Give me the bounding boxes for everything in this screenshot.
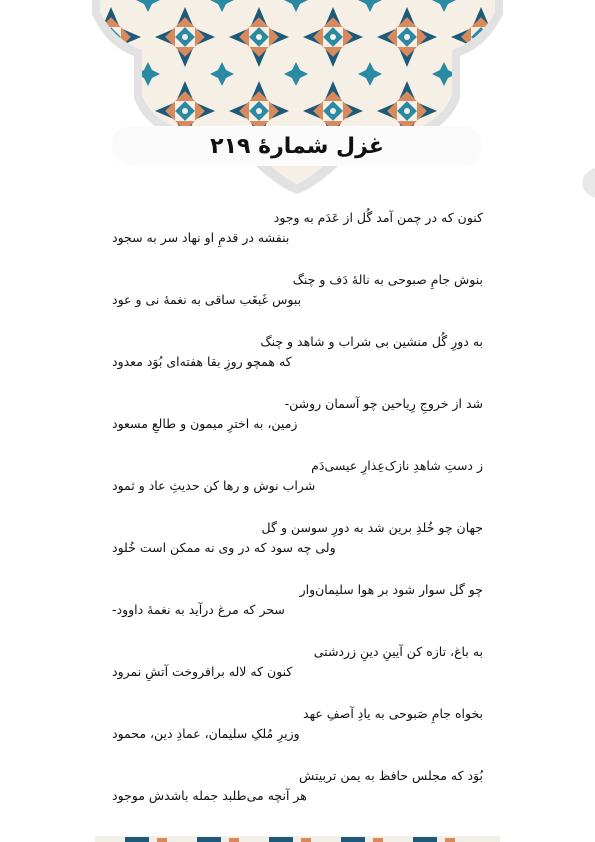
- hemistich-first: شد از خروجِ رِیاحین چو آسمان روشن-: [284, 396, 483, 411]
- hemistich-second: زمین، به اخترِ میمون و طالعِ مسعود: [112, 416, 298, 431]
- hemistich-first: به باغ، تازه کن آیینِ دینِ زردشتی: [313, 644, 483, 659]
- poem-body: [112, 208, 483, 828]
- hemistich-first: بُوَد که مجلس حافظ به یمن تربیتش: [299, 768, 483, 783]
- hemistich-first: به دورِ گُل منشین بی شراب و شاهد و چنگ: [260, 334, 483, 349]
- couplet: [112, 332, 483, 372]
- hemistich-second-line: [112, 290, 483, 310]
- hemistich-second: هر آنچه می‌طلبد جمله باشدش موجود: [112, 788, 307, 803]
- hemistich-second: وزیرِ مُلکِ سلیمان، عمادِ دین، محمود: [112, 726, 300, 741]
- couplet: [112, 580, 483, 620]
- hemistich-second-line: [112, 600, 483, 620]
- hemistich-second-line: [112, 724, 483, 744]
- hemistich-second-line: [112, 786, 483, 806]
- hemistich-first: جهان چو خُلدِ برین شد به دورِ سوسن و گل: [261, 520, 483, 535]
- hemistich-second-line: [112, 414, 483, 434]
- title-banner: [112, 126, 482, 166]
- hemistich-first: ز دستِ شاهدِ نازک‌عِذارِ عیسی‌دَم: [311, 458, 483, 473]
- hemistich-second-line: [112, 538, 483, 558]
- couplet: [112, 704, 483, 744]
- hemistich-second-line: [112, 476, 483, 496]
- hemistich-second: که همچو روزِ بقا هفته‌ای بُوَد معدود: [112, 354, 292, 369]
- hemistich-second: شراب نوش و رها کن حدیثِ عاد و ثمود: [112, 478, 316, 493]
- hemistich-second-line: [112, 352, 483, 372]
- header-tile-ornament: [0, 0, 595, 200]
- couplet: [112, 642, 483, 682]
- hemistich-second: ببوس غَبغَب ساقی به نغمهٔ نی و عود: [112, 292, 302, 307]
- hemistich-second: سحر که مرغ درآید به نغمهٔ داوود-: [112, 602, 285, 617]
- hemistich-first: کنون که در چمن آمد گُل از عَدَم به وجود: [273, 210, 483, 225]
- couplet: [112, 518, 483, 558]
- footer-tile-ornament: [95, 836, 500, 842]
- couplet: [112, 456, 483, 496]
- hemistich-second: کنون که لاله برافروخت آتشِ نمرود: [112, 664, 293, 679]
- hemistich-first: چو گل سوار شود بر هوا سلیمان‌وار: [299, 582, 483, 597]
- couplet: [112, 270, 483, 310]
- hemistich-second: ولی چه سود که در وی نه ممکن است خُلود: [112, 540, 336, 555]
- page-title: غزل شمارهٔ ۲۱۹: [210, 133, 384, 159]
- hemistich-first: بنوش جامِ صبوحی به نالهٔ دَف و چنگ: [292, 272, 483, 287]
- couplet: [112, 208, 483, 248]
- side-decoration: [581, 168, 595, 198]
- couplet: [112, 394, 483, 434]
- hemistich-second: بنفشه در قدمِ او نهاد سر به سجود: [112, 230, 290, 245]
- couplet: [112, 766, 483, 806]
- hemistich-second-line: [112, 228, 483, 248]
- hemistich-second-line: [112, 662, 483, 682]
- hemistich-first: بخواه جامِ صَبوحی به یادِ آصفِ عهد: [303, 706, 483, 721]
